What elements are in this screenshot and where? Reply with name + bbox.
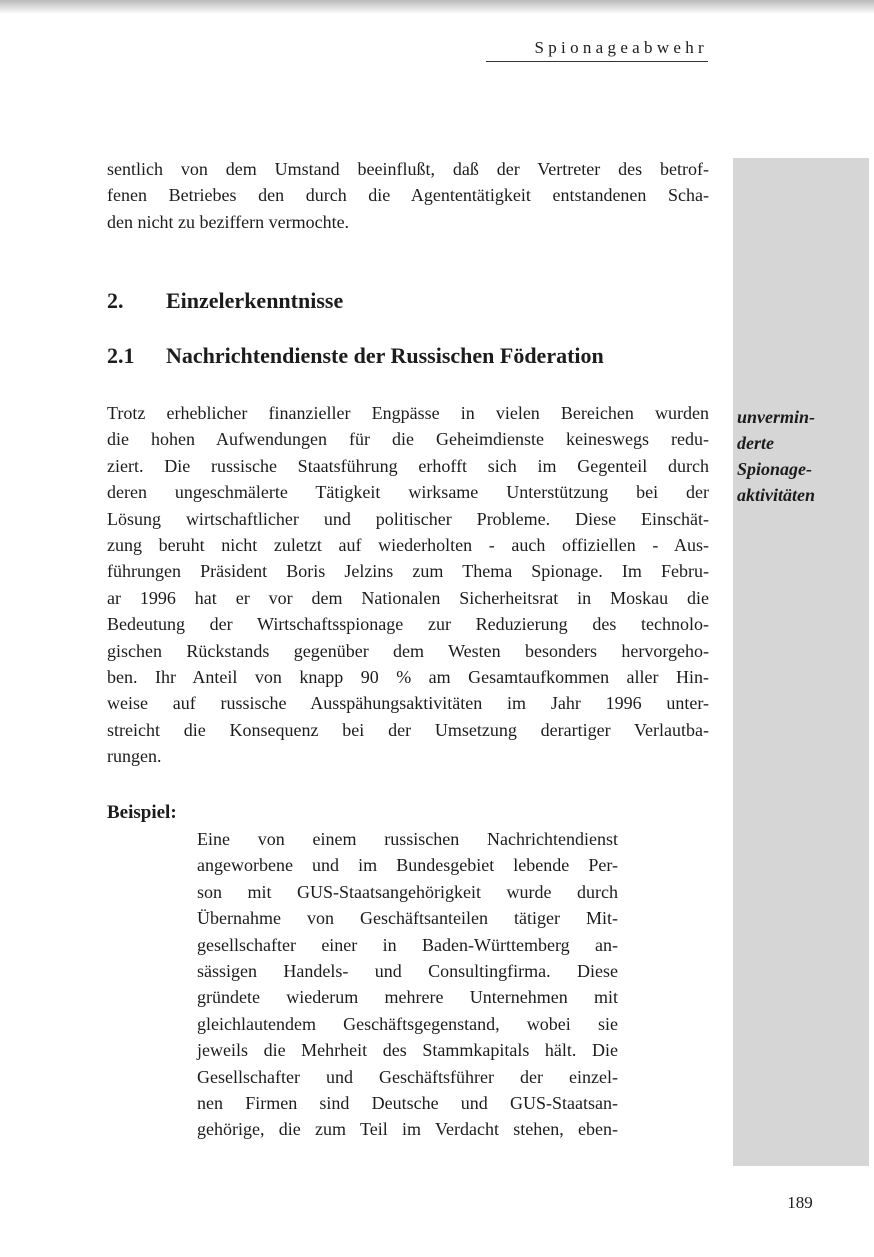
example-paragraph bbox=[197, 826, 618, 1143]
text-line: ar 1996 hat er vor dem Nationalen Sicherheitsrat in Moskau die bbox=[107, 587, 709, 608]
text-line: Lösung wirtschaftlicher und politischer Probleme. Diese Einschät- bbox=[107, 508, 709, 529]
text-line: Übernahme von Geschäftsanteilen tätiger Mit- bbox=[197, 908, 618, 929]
section-heading-2 bbox=[107, 288, 343, 314]
text-line: jeweils die Mehrheit des Stammkapitals hält. Die bbox=[197, 1040, 618, 1061]
text-line: nen Firmen sind Deutsche und GUS-Staatsan- bbox=[197, 1092, 618, 1113]
example-label: Beispiel: bbox=[107, 802, 177, 823]
margin-column bbox=[733, 158, 869, 1166]
text-line: Bedeutung der Wirtschaftsspionage zur Reduzierung des technolo- bbox=[107, 614, 709, 635]
text-line: führungen Präsident Boris Jelzins zum Thema Spionage. Im Febru- bbox=[107, 561, 709, 582]
text-line: deren ungeschmälerte Tätigkeit wirksame Unterstützung bei der bbox=[107, 482, 709, 503]
page-number: 189 bbox=[787, 1193, 813, 1212]
section-title: Nachrichtendienste der Russischen Föderation bbox=[166, 343, 604, 368]
text-line: son mit GUS-Staatsangehörigkeit wurde durch bbox=[197, 881, 618, 902]
text-line: gleichlautendem Geschäftsgegenstand, wobei sie bbox=[197, 1013, 618, 1034]
text-line: rungen. bbox=[107, 746, 162, 767]
text-line: gehörige, die zum Teil im Verdacht stehen, eben- bbox=[197, 1119, 618, 1140]
text-line: fenen Betriebes den durch die Agententätigkeit entstandenen Scha- bbox=[107, 185, 709, 206]
intro-paragraph bbox=[107, 156, 709, 235]
text-line: ben. Ihr Anteil von knapp 90 % am Gesamtaufkommen aller Hin- bbox=[107, 666, 709, 687]
text-line: sässigen Handels- und Consultingfirma. Diese bbox=[197, 960, 618, 981]
text-line: Eine von einem russischen Nachrichtendienst bbox=[197, 829, 618, 849]
text-line: den nicht zu beziffern vermochte. bbox=[107, 211, 350, 232]
text-line: ziert. Die russische Staatsführung erhofft sich im Gegenteil durch bbox=[107, 455, 709, 476]
running-header: Spionageabwehr bbox=[486, 38, 708, 62]
margin-note-line: unvermin- bbox=[737, 407, 816, 427]
text-line: gründete wiederum mehrere Unternehmen mit bbox=[197, 987, 618, 1008]
text-line: sentlich von dem Umstand beeinflußt, daß der Vertreter des betrof- bbox=[107, 159, 709, 179]
text-line: gesellschafter einer in Baden-Württemberg an- bbox=[197, 934, 618, 955]
margin-note bbox=[737, 404, 867, 508]
text-line: Gesellschafter und Geschäftsführer der einzel- bbox=[197, 1066, 618, 1087]
text-line: streicht die Konsequenz bei der Umsetzung derartiger Verlautba- bbox=[107, 719, 709, 740]
section-number: 2.1 bbox=[107, 343, 135, 368]
text-line: Trotz erheblicher finanzieller Engpässe in vielen Bereichen wurden bbox=[107, 403, 709, 423]
section-number: 2. bbox=[107, 288, 124, 313]
text-line: gischen Rückstands gegenüber dem Westen besonders hervorgeho- bbox=[107, 640, 709, 661]
text-line: weise auf russische Ausspähungsaktivitäten im Jahr 1996 unter- bbox=[107, 693, 709, 714]
margin-note-line: aktivitäten bbox=[737, 485, 815, 505]
section-heading-2-1 bbox=[107, 343, 604, 369]
text-line: angeworbene und im Bundesgebiet lebende Per- bbox=[197, 855, 618, 876]
margin-note-line: derte bbox=[737, 433, 774, 453]
main-paragraph bbox=[107, 400, 709, 769]
scan-top-edge bbox=[0, 0, 874, 14]
section-title: Einzelerkenntnisse bbox=[166, 288, 344, 313]
margin-note-line: Spionage- bbox=[737, 459, 813, 479]
text-line: die hohen Aufwendungen für die Geheimdienste keineswegs redu- bbox=[107, 429, 709, 450]
text-line: zung beruht nicht zuletzt auf wiederholten - auch offiziellen - Aus- bbox=[107, 534, 709, 555]
